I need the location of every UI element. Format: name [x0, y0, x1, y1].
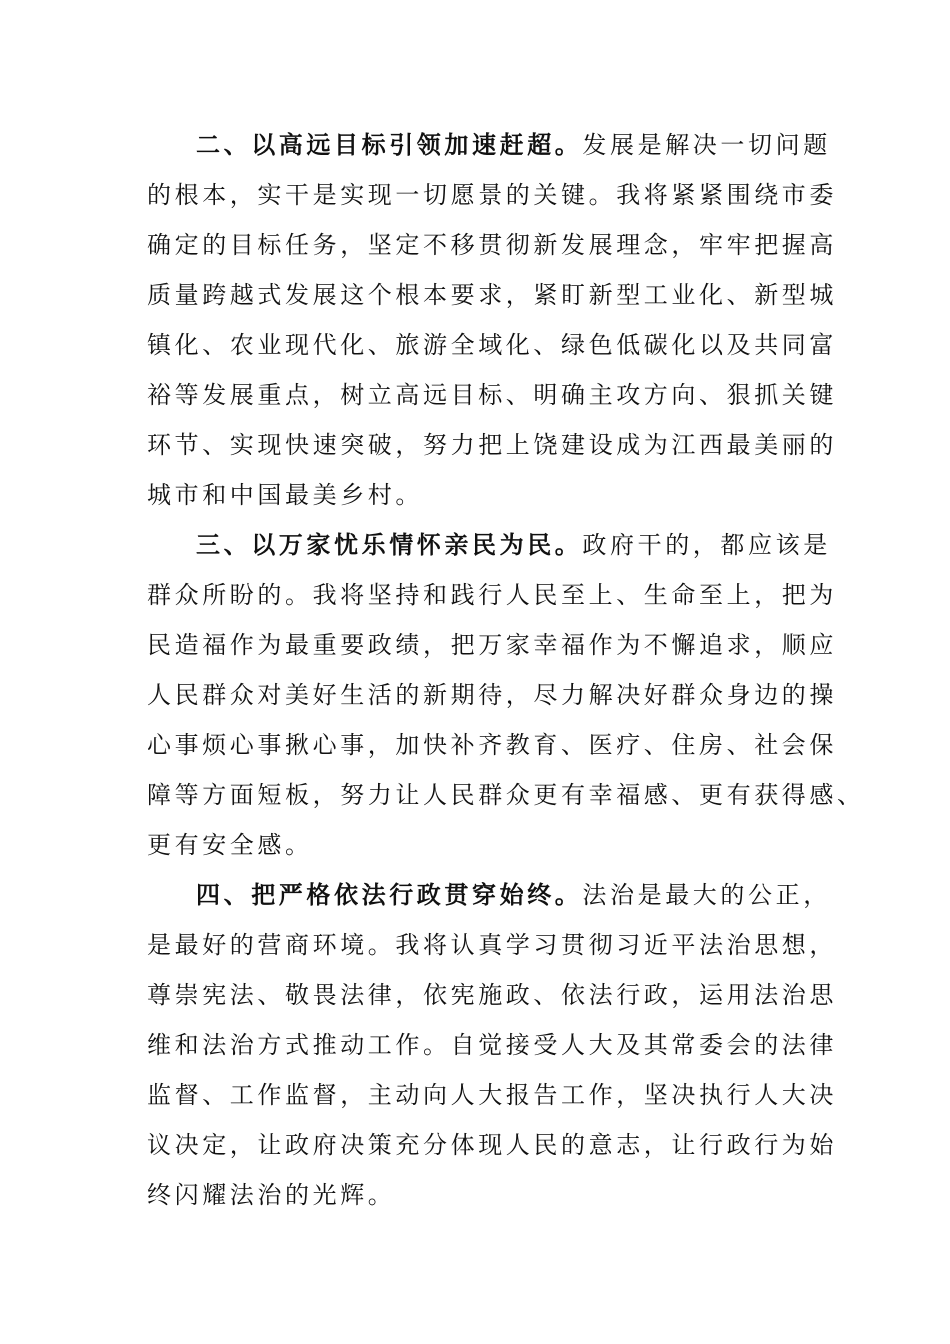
- paragraph-line: 议决定，让政府决策充分体现人民的意志，让行政行为始: [147, 1131, 837, 1159]
- paragraph-line: 环节、实现快速突破，努力把上饶建设成为江西最美丽的: [147, 431, 837, 459]
- paragraph-line: 尊崇宪法、敬畏法律，依宪施政、依法行政，运用法治思: [147, 981, 837, 1009]
- paragraph-line: 群众所盼的。我将坚持和践行人民至上、生命至上，把为: [147, 581, 837, 609]
- paragraph-line: 镇化、农业现代化、旅游全域化、绿色低碳化以及共同富: [147, 331, 837, 359]
- paragraph-line: 裕等发展重点，树立高远目标、明确主攻方向、狠抓关键: [147, 381, 837, 409]
- paragraph-line: [196, 528, 831, 562]
- paragraph-line: 维和法治方式推动工作。自觉接受人大及其常委会的法律: [147, 1031, 837, 1059]
- paragraph-line: 障等方面短板，努力让人民群众更有幸福感、更有获得感、: [147, 781, 865, 809]
- paragraph-line: 终闪耀法治的光辉。: [147, 1181, 396, 1209]
- paragraph-line: 心事烦心事揪心事，加快补齐教育、医疗、住房、社会保: [147, 731, 837, 759]
- paragraph-text: 政府干的，都应该是: [582, 531, 831, 559]
- paragraph-text: 法治是最大的公正，: [582, 881, 831, 909]
- paragraph-line: 更有安全感。: [147, 831, 313, 859]
- paragraph-line: 人民群众对美好生活的新期待，尽力解决好群众身边的操: [147, 681, 837, 709]
- paragraph-line: [196, 128, 831, 162]
- paragraph-line: [196, 878, 831, 912]
- section-heading: 二、以高远目标引领加速赶超。: [196, 131, 583, 159]
- paragraph-line: 城市和中国最美乡村。: [147, 481, 423, 509]
- section-heading: 四、把严格依法行政贯穿始终。: [196, 881, 583, 909]
- paragraph-line: 质量跨越式发展这个根本要求，紧盯新型工业化、新型城: [147, 281, 837, 309]
- paragraph-text: 发展是解决一切问题: [582, 131, 831, 159]
- section-heading: 三、以万家忧乐情怀亲民为民。: [196, 531, 583, 559]
- paragraph-line: 监督、工作监督，主动向人大报告工作，坚决执行人大决: [147, 1081, 837, 1109]
- paragraph-line: 民造福作为最重要政绩，把万家幸福作为不懈追求，顺应: [147, 631, 837, 659]
- paragraph-line: 确定的目标任务，坚定不移贯彻新发展理念，牢牢把握高: [147, 231, 837, 259]
- paragraph-line: 的根本，实干是实现一切愿景的关键。我将紧紧围绕市委: [147, 181, 837, 209]
- paragraph-line: 是最好的营商环境。我将认真学习贯彻习近平法治思想，: [147, 931, 837, 959]
